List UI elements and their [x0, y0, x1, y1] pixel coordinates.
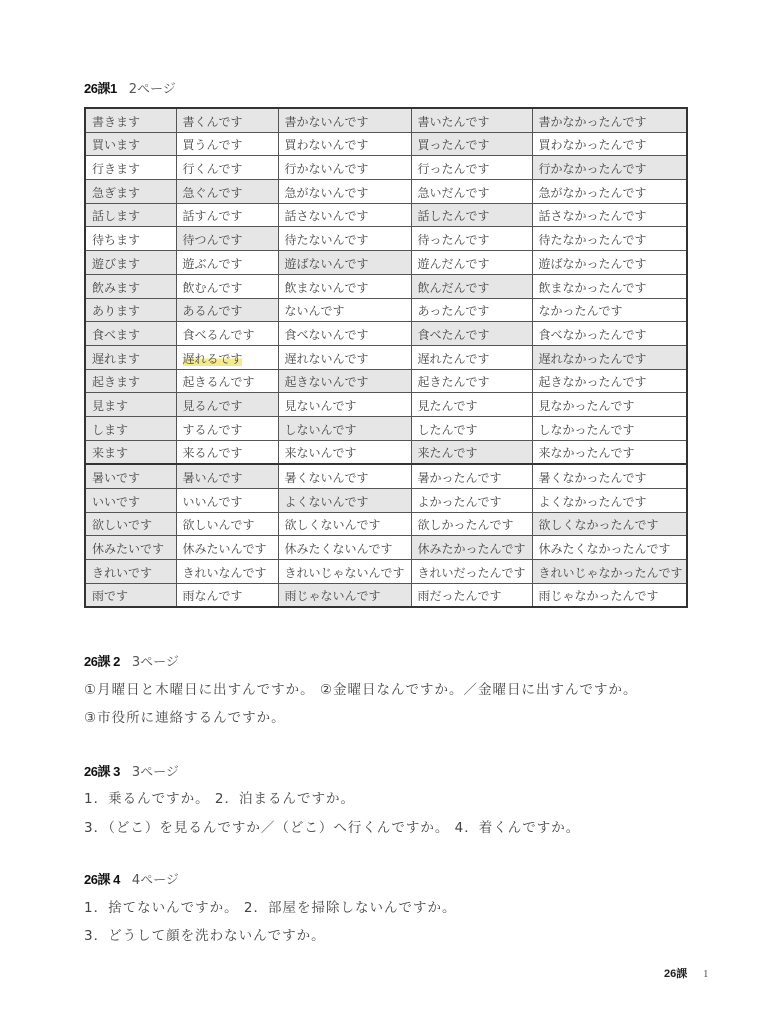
cell-text: 食べたんです: [417, 327, 490, 342]
table-row: [85, 440, 687, 464]
cell-text: 遅れなかったんです: [538, 351, 647, 366]
cell-text: 待たなかったんです: [538, 233, 647, 248]
cell-plain-ndesu: [176, 489, 278, 513]
cell-text: 食べないんです: [284, 327, 369, 342]
cell-text: 行くんです: [182, 162, 243, 177]
cell-masu-form: [85, 298, 176, 322]
cell-text: 起きます: [92, 375, 141, 390]
cell-masu-form: [85, 464, 176, 488]
cell-text: 待つんです: [182, 233, 243, 248]
cell-text: 行かなかったんです: [538, 162, 647, 177]
cell-plain-ndesu: [176, 274, 278, 298]
cell-text: よくなかったんです: [538, 494, 647, 509]
cell-text: 待ちます: [92, 233, 141, 248]
table-row: [85, 536, 687, 560]
cell-negative-ndesu: [278, 416, 411, 440]
cell-text: 話したんです: [417, 209, 490, 224]
cell-text: 遅れます: [92, 351, 141, 366]
section-title-2: [84, 651, 179, 670]
cell-past-ndesu: [411, 369, 532, 393]
cell-text: いいです: [92, 494, 141, 509]
cell-past-ndesu: [411, 298, 532, 322]
page-label: 4ページ: [131, 873, 179, 888]
cell-plain-ndesu: [176, 583, 278, 607]
cell-text: 急がないんです: [284, 185, 369, 200]
cell-masu-form: [85, 251, 176, 275]
cell-plain-ndesu: [176, 512, 278, 536]
cell-text: 暑くなかったんです: [538, 471, 647, 485]
cell-plain-ndesu: [176, 298, 278, 322]
cell-past-ndesu: [411, 227, 532, 251]
cell-text: 見ないんです: [284, 398, 357, 413]
cell-past-ndesu: [411, 440, 532, 464]
cell-text: 行かないんです: [284, 162, 369, 177]
cell-text: 遊ばないんです: [284, 256, 369, 271]
cell-text: 遊んだんです: [417, 256, 490, 271]
cell-plain-ndesu: [176, 156, 278, 180]
cell-negative-ndesu: [278, 203, 411, 227]
cell-masu-form: [85, 536, 176, 560]
table-row: [85, 227, 687, 251]
cell-masu-form: [85, 156, 176, 180]
cell-text: します: [92, 422, 129, 437]
cell-plain-ndesu: [176, 464, 278, 488]
cell-text: いいんです: [182, 494, 243, 509]
cell-past-ndesu: [411, 489, 532, 513]
cell-text: 話さなかったんです: [538, 209, 647, 224]
cell-past-negative-ndesu: [532, 322, 687, 346]
lesson-label: 26課 3: [84, 764, 120, 779]
cell-masu-form: [85, 322, 176, 346]
cell-text: 休みたいんです: [182, 542, 267, 557]
cell-text: 話します: [92, 209, 141, 224]
cell-masu-form: [85, 393, 176, 417]
cell-negative-ndesu: [278, 536, 411, 560]
conjugation-table: [84, 107, 688, 608]
table-row: [85, 512, 687, 536]
table-row: [85, 132, 687, 156]
cell-text: あったんです: [417, 304, 490, 319]
cell-text: 飲まなかったんです: [538, 280, 647, 295]
cell-plain-ndesu: [176, 322, 278, 346]
cell-negative-ndesu: [278, 464, 411, 488]
cell-text: 急がなかったんです: [538, 185, 647, 200]
cell-past-ndesu: [411, 251, 532, 275]
cell-negative-ndesu: [278, 322, 411, 346]
cell-text: 急ぐんです: [182, 185, 243, 200]
page-footer: [664, 962, 708, 981]
cell-past-negative-ndesu: [532, 345, 687, 369]
cell-text: 買うんです: [182, 138, 243, 153]
cell-text: 起きなかったんです: [538, 375, 647, 390]
table-row: [85, 274, 687, 298]
cell-text: 行ったんです: [417, 162, 490, 177]
cell-past-negative-ndesu: [532, 132, 687, 156]
cell-text: 休みたくないんです: [284, 542, 393, 557]
cell-text: 遊ばなかったんです: [538, 256, 647, 271]
page-number: 1: [703, 969, 709, 980]
cell-text: 急ぎます: [92, 185, 141, 200]
cell-text: 休みたくなかったんです: [538, 542, 671, 557]
cell-negative-ndesu: [278, 440, 411, 464]
lesson-label: 26課1: [84, 81, 117, 96]
table-row: [85, 108, 687, 132]
cell-text: 雨じゃなかったんです: [538, 589, 659, 604]
cell-masu-form: [85, 180, 176, 204]
cell-masu-form: [85, 583, 176, 607]
cell-past-ndesu: [411, 536, 532, 560]
cell-negative-ndesu: [278, 180, 411, 204]
cell-text: 書くんです: [182, 114, 243, 129]
cell-past-ndesu: [411, 108, 532, 132]
cell-plain-ndesu: [176, 536, 278, 560]
cell-past-negative-ndesu: [532, 512, 687, 536]
cell-text: 話すんです: [182, 209, 243, 224]
cell-negative-ndesu: [278, 156, 411, 180]
cell-text: 雨じゃないんです: [284, 589, 381, 604]
cell-past-ndesu: [411, 393, 532, 417]
cell-past-negative-ndesu: [532, 274, 687, 298]
cell-past-ndesu: [411, 274, 532, 298]
table-row: [85, 416, 687, 440]
cell-text: よくないんです: [284, 494, 369, 509]
cell-text: 食べるんです: [182, 327, 255, 342]
cell-text: 書かなかったんです: [538, 114, 647, 129]
cell-past-negative-ndesu: [532, 369, 687, 393]
cell-past-ndesu: [411, 583, 532, 607]
table-row: [85, 203, 687, 227]
cell-negative-ndesu: [278, 108, 411, 132]
cell-text: きれいだったんです: [417, 565, 526, 580]
cell-plain-ndesu: [176, 440, 278, 464]
exercise4-line1: 1．捨てないんですか。 2．部屋を掃除しないんですか。: [84, 900, 457, 916]
cell-text: あります: [92, 304, 141, 319]
cell-text: 遅れたんです: [417, 351, 490, 366]
highlighted-text: 遅れるです: [183, 350, 243, 369]
cell-text: 起きるんです: [182, 375, 255, 390]
cell-text: あるんです: [182, 304, 243, 319]
cell-past-ndesu: [411, 560, 532, 584]
cell-text: 見なかったんです: [538, 398, 635, 413]
cell-negative-ndesu: [278, 369, 411, 393]
cell-text: 欲しかったんです: [417, 518, 514, 533]
page-label: 3ページ: [131, 765, 179, 780]
cell-text: きれいなんです: [182, 565, 267, 580]
cell-text: よかったんです: [417, 494, 502, 509]
cell-masu-form: [85, 440, 176, 464]
cell-masu-form: [85, 416, 176, 440]
cell-text: なかったんです: [538, 304, 623, 319]
cell-text: 遊ぶんです: [182, 256, 243, 271]
cell-text: 待たないんです: [284, 233, 369, 248]
cell-masu-form: [85, 560, 176, 584]
cell-text: きれいじゃないんです: [284, 565, 405, 580]
table-row: [85, 298, 687, 322]
cell-past-ndesu: [411, 203, 532, 227]
lesson-label: 26課 2: [84, 654, 120, 669]
cell-plain-ndesu: [176, 393, 278, 417]
cell-past-negative-ndesu: [532, 298, 687, 322]
cell-text: 来ます: [92, 446, 129, 461]
cell-past-negative-ndesu: [532, 156, 687, 180]
cell-text: 雨だったんです: [417, 589, 502, 604]
cell-past-negative-ndesu: [532, 251, 687, 275]
cell-masu-form: [85, 274, 176, 298]
cell-text: 欲しくなかったんです: [538, 518, 659, 533]
cell-text: ないんです: [284, 304, 345, 319]
table-row: [85, 251, 687, 275]
cell-past-ndesu: [411, 322, 532, 346]
footer-lesson: 26課: [664, 968, 688, 980]
conjugation-table-body: [85, 108, 687, 607]
cell-past-ndesu: [411, 132, 532, 156]
cell-past-negative-ndesu: [532, 416, 687, 440]
section-title-1: [84, 78, 176, 97]
cell-negative-ndesu: [278, 132, 411, 156]
cell-past-ndesu: [411, 464, 532, 488]
cell-text: 休みたいです: [92, 542, 165, 557]
cell-text: 暑いです: [92, 471, 141, 485]
cell-past-ndesu: [411, 345, 532, 369]
cell-past-negative-ndesu: [532, 180, 687, 204]
cell-negative-ndesu: [278, 274, 411, 298]
table-row: [85, 322, 687, 346]
table-row: [85, 369, 687, 393]
cell-past-negative-ndesu: [532, 393, 687, 417]
cell-masu-form: [85, 345, 176, 369]
cell-masu-form: [85, 369, 176, 393]
cell-text: 見たんです: [417, 398, 478, 413]
cell-plain-ndesu: [176, 251, 278, 275]
cell-negative-ndesu: [278, 298, 411, 322]
cell-past-negative-ndesu: [532, 536, 687, 560]
cell-past-ndesu: [411, 156, 532, 180]
cell-text: 行きます: [92, 162, 141, 177]
cell-text: 話さないんです: [284, 209, 369, 224]
cell-text: きれいです: [92, 565, 153, 580]
table-row: [85, 345, 687, 369]
cell-text: 買ったんです: [417, 138, 490, 153]
cell-negative-ndesu: [278, 345, 411, 369]
cell-text: 雨です: [92, 589, 129, 604]
cell-past-ndesu: [411, 512, 532, 536]
cell-text: 飲みます: [92, 280, 141, 295]
cell-text: 雨なんです: [182, 589, 243, 604]
cell-masu-form: [85, 132, 176, 156]
cell-past-negative-ndesu: [532, 440, 687, 464]
cell-text: 来なかったんです: [538, 446, 635, 461]
exercise2-line2: ③市役所に連絡するんですか。: [84, 710, 286, 726]
cell-text: 書かないんです: [284, 114, 369, 129]
cell-text: 買わないんです: [284, 138, 369, 153]
table-row: [85, 180, 687, 204]
table-row: [85, 489, 687, 513]
cell-plain-ndesu: [176, 345, 278, 369]
cell-plain-ndesu: [176, 416, 278, 440]
cell-text: 書きます: [92, 114, 141, 129]
cell-text: 暑かったんです: [417, 471, 502, 485]
cell-text: 飲んだんです: [417, 280, 490, 295]
cell-negative-ndesu: [278, 583, 411, 607]
cell-masu-form: [85, 108, 176, 132]
cell-text: 急いだんです: [417, 185, 490, 200]
cell-past-negative-ndesu: [532, 464, 687, 488]
cell-text: 待ったんです: [417, 233, 490, 248]
cell-text: 欲しいです: [92, 518, 153, 533]
table-row: [85, 464, 687, 488]
table-row: [85, 156, 687, 180]
cell-plain-ndesu: [176, 108, 278, 132]
cell-text: 暑くないんです: [284, 471, 369, 485]
cell-masu-form: [85, 203, 176, 227]
cell-text: 来るんです: [182, 446, 243, 461]
cell-text: 欲しくないんです: [284, 518, 381, 533]
cell-text: 起きたんです: [417, 375, 490, 390]
cell-text: 見ます: [92, 398, 129, 413]
table-row: [85, 583, 687, 607]
cell-text: 休みたかったんです: [417, 542, 526, 557]
cell-text: 欲しいんです: [182, 518, 255, 533]
cell-text: 来ないんです: [284, 446, 357, 461]
cell-past-negative-ndesu: [532, 108, 687, 132]
cell-masu-form: [85, 227, 176, 251]
cell-negative-ndesu: [278, 512, 411, 536]
cell-text: 暑いんです: [182, 471, 243, 485]
cell-text: しなかったんです: [538, 422, 635, 437]
cell-past-ndesu: [411, 416, 532, 440]
cell-text: 飲まないんです: [284, 280, 369, 295]
cell-text: 食べなかったんです: [538, 327, 647, 342]
exercise2-line1: ①月曜日と木曜日に出すんですか。 ②金曜日なんですか。／金曜日に出すんですか。: [84, 682, 638, 698]
cell-text: 起きないんです: [284, 375, 369, 390]
cell-plain-ndesu: [176, 369, 278, 393]
cell-masu-form: [85, 512, 176, 536]
cell-past-negative-ndesu: [532, 489, 687, 513]
section-title-3: [84, 761, 179, 780]
table-row: [85, 560, 687, 584]
cell-plain-ndesu: [176, 132, 278, 156]
cell-past-negative-ndesu: [532, 227, 687, 251]
cell-plain-ndesu: [176, 560, 278, 584]
cell-negative-ndesu: [278, 227, 411, 251]
cell-negative-ndesu: [278, 560, 411, 584]
cell-text: するんです: [182, 422, 243, 437]
cell-text: 書いたんです: [417, 114, 490, 129]
cell-past-ndesu: [411, 180, 532, 204]
cell-past-negative-ndesu: [532, 583, 687, 607]
cell-masu-form: [85, 489, 176, 513]
cell-text: 来たんです: [417, 446, 478, 461]
cell-plain-ndesu: [176, 203, 278, 227]
cell-text: 見るんです: [182, 398, 243, 413]
cell-text: 飲むんです: [182, 280, 243, 295]
cell-plain-ndesu: [176, 227, 278, 251]
cell-text: きれいじゃなかったんです: [538, 565, 683, 580]
cell-past-negative-ndesu: [532, 560, 687, 584]
cell-text: 遊びます: [92, 256, 141, 271]
exercise3-line2: 3．（どこ）を見るんですか／（どこ）へ行くんですか。 4．着くんですか。: [84, 820, 581, 836]
table-row: [85, 393, 687, 417]
cell-negative-ndesu: [278, 393, 411, 417]
section-title-4: [84, 869, 179, 888]
cell-negative-ndesu: [278, 489, 411, 513]
cell-text: 遅れないんです: [284, 351, 369, 366]
cell-text: 食べます: [92, 327, 141, 342]
cell-text: したんです: [417, 422, 478, 437]
exercise3-line1: 1．乗るんですか。 2．泊まるんですか。: [84, 791, 355, 807]
page-label: 3ページ: [131, 655, 179, 670]
page-label: 2ページ: [128, 82, 176, 97]
cell-negative-ndesu: [278, 251, 411, 275]
exercise4-line2: 3．どうして顔を洗わないんですか。: [84, 928, 326, 944]
cell-past-negative-ndesu: [532, 203, 687, 227]
cell-text: 買います: [92, 138, 141, 153]
lesson-label: 26課 4: [84, 872, 120, 887]
cell-plain-ndesu: [176, 180, 278, 204]
cell-text: 買わなかったんです: [538, 138, 647, 153]
cell-text: しないんです: [284, 422, 357, 437]
